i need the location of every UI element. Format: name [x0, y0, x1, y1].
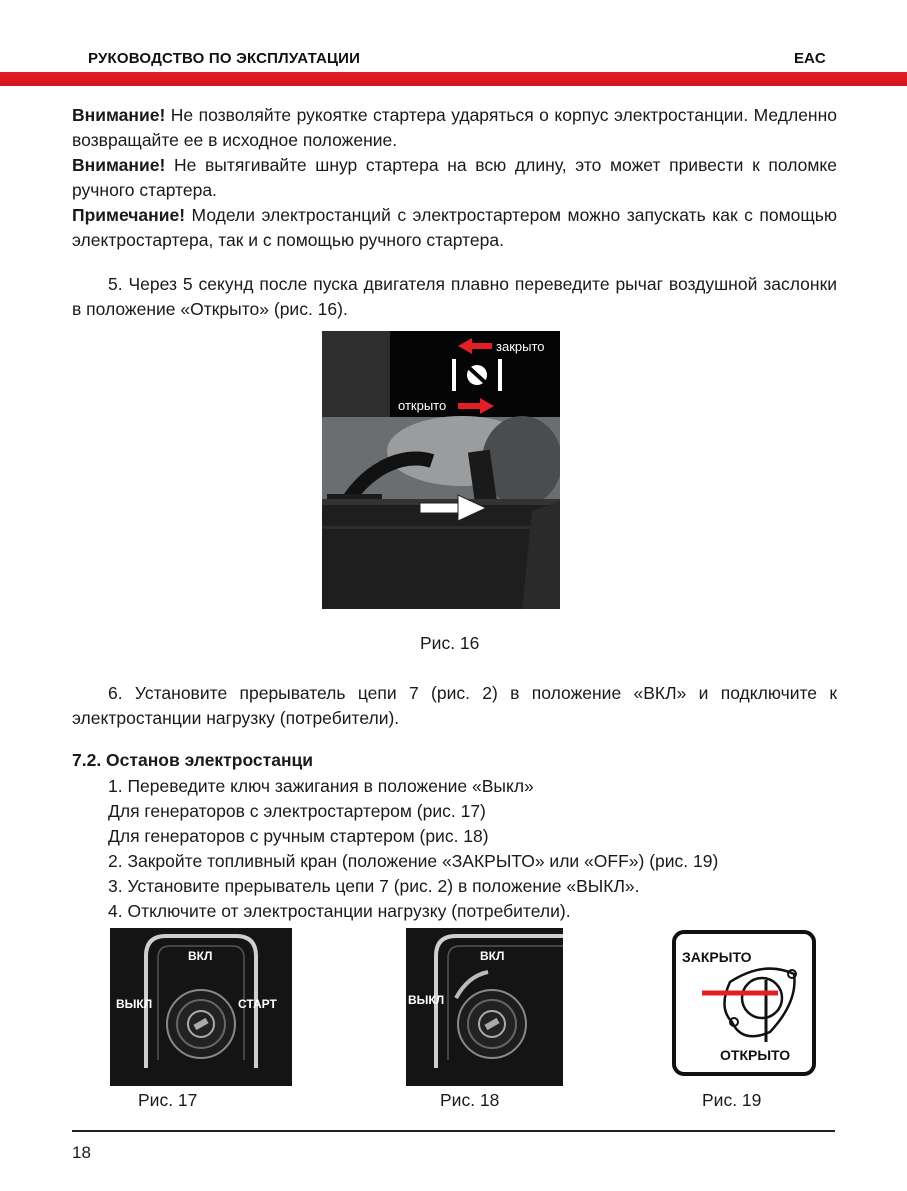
warning-1 [72, 103, 837, 153]
figure-17-image [110, 928, 292, 1086]
header-title: РУКОВОДСТВО ПО ЭКСПЛУАТАЦИИ [88, 50, 361, 67]
label-open: открыто [398, 398, 447, 413]
list-item: 4. Отключите от электростанции нагрузку (потребители). [108, 901, 571, 921]
eac-mark: EAC [794, 50, 826, 67]
warnings-block [72, 103, 837, 253]
figure-18-caption: Рис. 18 [440, 1090, 500, 1110]
label-open: ОТКРЫТО [720, 1047, 791, 1063]
figure-16-image [322, 331, 560, 609]
warning-text: Не вытягивайте шнур стартера на всю длину, это может привести к поломке ручного стартера. [72, 155, 837, 200]
note-text: Модели электростанций с электростартером можно запускать как с помощью электростартера, так и с помощью ручного стартера. [72, 205, 837, 250]
label-on: ВКЛ [188, 949, 213, 963]
step-5: 5. Через 5 секунд после пуска двигателя плавно переведите рычаг воздушной заслонки в положение «Открыто» (рис. 16). [72, 274, 837, 319]
ignition-key-icon [458, 990, 526, 1058]
header-red-bar [0, 72, 907, 86]
figure-19-image [672, 930, 816, 1076]
list-item: 1. Переведите ключ зажигания в положение «Выкл» [108, 776, 534, 796]
figure-16-caption: Рис. 16 [420, 633, 480, 653]
list-item: Для генераторов с электростартером (рис. 17) [108, 801, 486, 821]
step-6: 6. Установите прерыватель цепи 7 (рис. 2) в положение «ВКЛ» и подключите к электростанции нагрузку (потребители). [72, 683, 837, 728]
label-closed: закрыто [496, 339, 545, 354]
warning-2 [72, 153, 837, 203]
warning-label: Внимание! [72, 155, 166, 175]
note-label: Примечание! [72, 205, 186, 225]
list-item: Для генераторов с ручным стартером (рис. 18) [108, 826, 489, 846]
figure-18-image [406, 928, 563, 1086]
label-start: СТАРТ [238, 997, 277, 1011]
label-off: ВЫКЛ [116, 997, 153, 1011]
list-item: 3. Установите прерыватель цепи 7 (рис. 2) в положение «ВЫКЛ». [108, 876, 640, 896]
label-on: ВКЛ [480, 949, 505, 963]
stop-steps-list [108, 774, 718, 924]
warning-label: Внимание! [72, 105, 166, 125]
figure-19-caption: Рис. 19 [702, 1090, 762, 1110]
note [72, 203, 837, 253]
page-number: 18 [72, 1143, 91, 1162]
label-off: ВЫКЛ [408, 993, 445, 1007]
label-closed: ЗАКРЫТО [682, 949, 752, 965]
section-title: 7.2. Останов электростанци [72, 750, 314, 770]
figure-17-caption: Рис. 17 [138, 1090, 198, 1110]
ignition-key-icon [167, 990, 235, 1058]
warning-text: Не позволяйте рукоятке стартера ударяться о корпус электростанции. Медленно возвращайте ее в исходное положение. [72, 105, 837, 150]
list-item: 2. Закройте топливный кран (положение «ЗАКРЫТО» или «OFF») (рис. 19) [108, 851, 719, 871]
footer-divider [72, 1130, 835, 1132]
